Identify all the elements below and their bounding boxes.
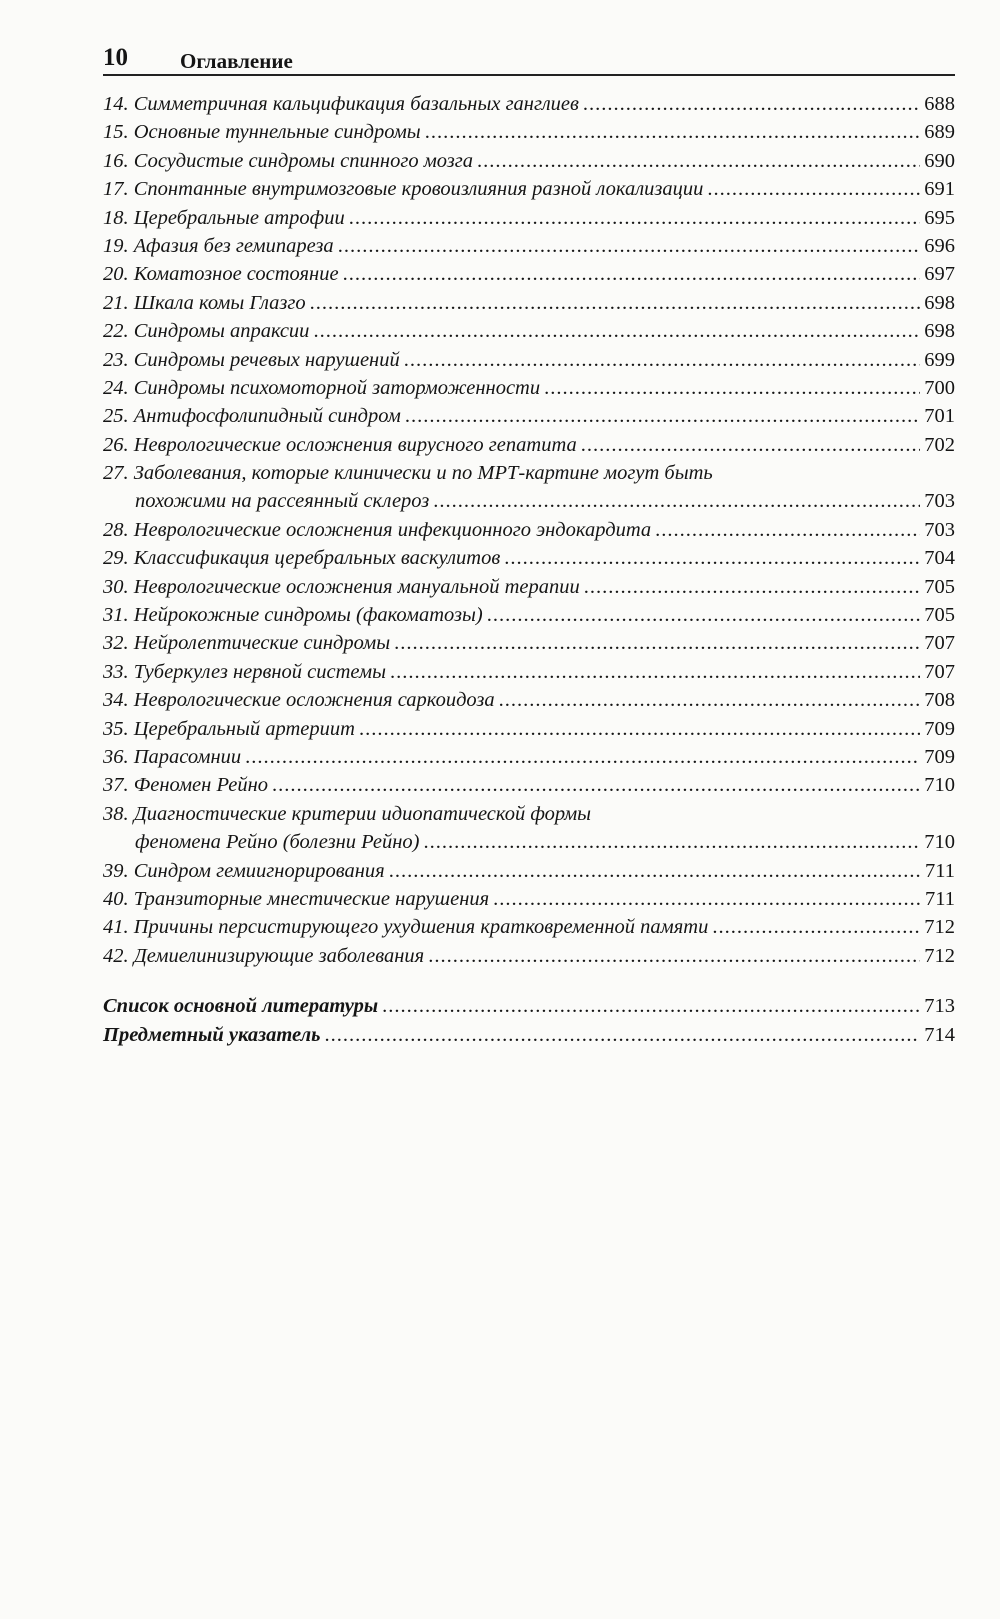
dot-leader <box>310 289 921 317</box>
dot-leader <box>338 232 921 260</box>
toc-entry <box>103 686 955 714</box>
toc-entry-page: 713 <box>924 995 955 1018</box>
dot-leader <box>504 544 920 572</box>
toc-entry-title: 41. Причины персистирующего ухудшения кратковременной памяти <box>103 916 709 939</box>
toc-entry-page: 698 <box>924 291 955 314</box>
toc-entry-title: 15. Основные туннельные синдромы <box>103 121 421 144</box>
toc-entry <box>103 118 955 146</box>
toc-entry-page: 711 <box>925 887 955 910</box>
dot-leader <box>359 715 920 743</box>
toc-entry <box>103 232 955 260</box>
toc-entry-title: 25. Антифосфолипидный синдром <box>103 405 401 428</box>
toc-entry-page: 707 <box>924 632 955 655</box>
toc-entry-index <box>103 1021 955 1049</box>
toc-entry <box>103 260 955 288</box>
toc-entry <box>103 516 955 544</box>
toc-entry-title: 40. Транзиторные мнестические нарушения <box>103 887 490 910</box>
toc-entry-title: 34. Неврологические осложнения саркоидоза <box>103 689 495 712</box>
toc-entry <box>103 800 955 857</box>
dot-leader <box>499 686 921 714</box>
toc-entry <box>103 601 955 629</box>
toc-entry-title: 35. Церебральный артериит <box>103 717 355 740</box>
toc-entry-page: 696 <box>924 234 955 257</box>
toc-entry-page: 698 <box>924 320 955 343</box>
toc-entry-title: 18. Церебральные атрофии <box>103 206 345 229</box>
toc-entry-page: 700 <box>924 376 955 399</box>
dot-leader <box>433 487 920 515</box>
toc-entry-title: 22. Синдромы апраксии <box>103 320 310 343</box>
toc-entry-title: 20. Коматозное состояние <box>103 263 339 286</box>
toc-entry <box>103 544 955 572</box>
spacer <box>103 970 955 992</box>
toc-entry-title: 39. Синдром гемиигнорирования <box>103 859 385 882</box>
dot-leader <box>581 431 920 459</box>
toc-entry-title: 38. Диагностические критерии идиопатической формы <box>103 802 592 825</box>
toc-entry <box>103 402 955 430</box>
toc-entry-page: 708 <box>924 689 955 712</box>
toc-entry-title-continued: феномена Рейно (болезни Рейно) <box>135 831 420 854</box>
section-title: Оглавление <box>180 49 293 73</box>
dot-leader <box>583 90 920 118</box>
dot-leader <box>405 402 920 430</box>
dot-leader <box>544 374 920 402</box>
toc-entry-title: 21. Шкала комы Глазго <box>103 291 306 314</box>
dot-leader <box>404 346 921 374</box>
toc-entry <box>103 942 955 970</box>
toc-entry-page: 689 <box>924 121 955 144</box>
dot-leader <box>487 601 921 629</box>
toc-entry <box>103 431 955 459</box>
toc-entry <box>103 204 955 232</box>
dot-leader <box>428 942 920 970</box>
dot-leader <box>477 147 920 175</box>
toc-entry-title: 17. Спонтанные внутримозговые кровоизлияния разной локализации <box>103 178 704 201</box>
toc-entry <box>103 317 955 345</box>
toc-entry <box>103 346 955 374</box>
toc-entry <box>103 658 955 686</box>
toc-entry-page: 704 <box>924 547 955 570</box>
dot-leader <box>272 771 920 799</box>
dot-leader <box>390 658 920 686</box>
toc-entry-page: 712 <box>924 916 955 939</box>
dot-leader <box>382 992 920 1020</box>
toc-entry-page: 705 <box>924 604 955 627</box>
dot-leader <box>343 260 921 288</box>
toc-entry-page: 703 <box>924 490 955 513</box>
dot-leader <box>389 857 921 885</box>
toc-entry-title: 19. Афазия без гемипареза <box>103 234 334 257</box>
toc-entry-title: 30. Неврологические осложнения мануальной терапии <box>103 575 580 598</box>
toc-entry-page: 710 <box>924 774 955 797</box>
dot-leader <box>424 828 921 856</box>
toc-entry-title: 33. Туберкулез нервной системы <box>103 660 386 683</box>
toc-entry <box>103 715 955 743</box>
toc-entry <box>103 459 955 516</box>
toc-entry-page: 714 <box>924 1023 955 1046</box>
toc-entry-bibliography <box>103 992 955 1020</box>
toc-entry <box>103 743 955 771</box>
toc-entry <box>103 885 955 913</box>
toc-entry-page: 691 <box>924 178 955 201</box>
toc-entry-page: 709 <box>924 746 955 768</box>
toc-entry <box>103 857 955 885</box>
toc-entry-title: Предметный указатель <box>103 1023 321 1046</box>
toc-entry-page: 702 <box>924 433 955 456</box>
dot-leader <box>349 204 921 232</box>
toc-entry <box>103 289 955 317</box>
page-header <box>103 44 955 76</box>
toc-entry-page: 710 <box>924 831 955 854</box>
toc-entry-page: 707 <box>924 660 955 683</box>
toc-entry-title: 26. Неврологические осложнения вирусного гепатита <box>103 433 577 456</box>
toc-entry-page: 703 <box>924 518 955 541</box>
toc-entry <box>103 175 955 203</box>
toc-entry-page: 695 <box>924 206 955 229</box>
toc-entry-title: 42. Демиелинизирующие заболевания <box>103 944 425 967</box>
toc-entry-title: 24. Синдромы психомоторной заторможенности <box>103 376 541 399</box>
toc-entry-page: 701 <box>924 405 955 428</box>
dot-leader <box>425 118 921 146</box>
toc-entry <box>103 374 955 402</box>
toc-entry-page: 688 <box>924 93 955 115</box>
dot-leader <box>707 175 920 203</box>
toc-entry-page: 705 <box>924 575 955 598</box>
toc-entry-page: 697 <box>924 263 955 286</box>
dot-leader <box>313 317 920 345</box>
toc-entry-page: 711 <box>925 859 955 882</box>
toc-entry-page: 699 <box>924 348 955 371</box>
toc-entry-page: 712 <box>924 944 955 967</box>
toc-entry-page: 709 <box>924 717 955 740</box>
toc-entry-title: 16. Сосудистые синдромы спинного мозга <box>103 149 474 172</box>
dot-leader <box>325 1021 921 1049</box>
dot-leader <box>245 743 920 771</box>
toc-entry-title: 23. Синдромы речевых нарушений <box>103 348 400 371</box>
toc-entry-title: Список основной литературы <box>103 995 379 1018</box>
dot-leader <box>394 629 920 657</box>
page-number: 10 <box>103 44 128 71</box>
toc-entry <box>103 147 955 175</box>
toc-entry <box>103 90 955 118</box>
toc-entry <box>103 573 955 601</box>
toc-entry-title-continued: похожими на рассеянный склероз <box>135 490 430 513</box>
toc-entry-title: 32. Нейролептические синдромы <box>103 632 391 655</box>
toc-entry <box>103 629 955 657</box>
toc-entry <box>103 913 955 941</box>
toc-entry <box>103 771 955 799</box>
dot-leader <box>655 516 920 544</box>
toc-entry-title: 36. Парасомнии <box>103 746 242 768</box>
toc-entry-title: 14. Симметричная кальцификация базальных ганглиев <box>103 93 579 115</box>
toc-entry-title: 28. Неврологические осложнения инфекционного эндокардита <box>103 518 652 541</box>
toc-entry-title: 31. Нейрокожные синдромы (факоматозы) <box>103 604 483 627</box>
dot-leader <box>712 913 920 941</box>
toc-entry-title: 29. Классификация церебральных васкулитов <box>103 547 501 570</box>
dot-leader <box>493 885 921 913</box>
toc-entry-title: 27. Заболевания, которые клинически и по МРТ-картине могут быть <box>103 462 713 485</box>
dot-leader <box>584 573 920 601</box>
toc-entry-title: 37. Феномен Рейно <box>103 774 269 797</box>
toc-entry-page: 690 <box>924 149 955 172</box>
table-of-contents <box>103 90 955 1049</box>
